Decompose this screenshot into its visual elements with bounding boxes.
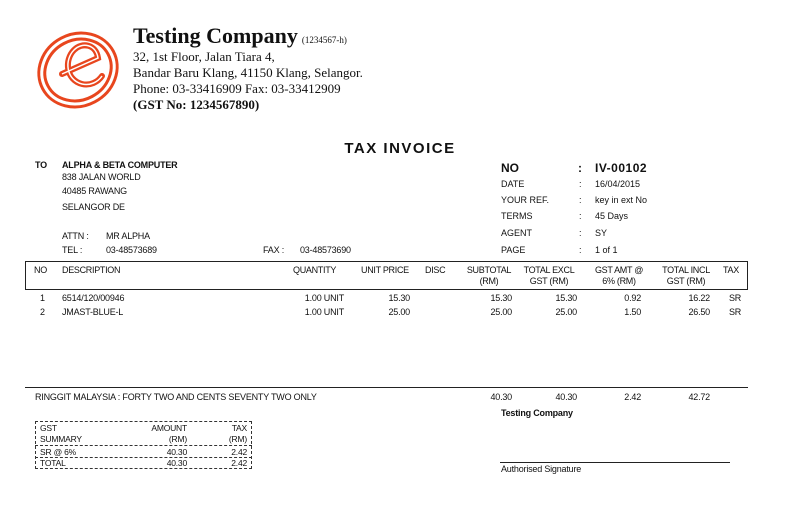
gst-summary-row-2-label: TOTAL xyxy=(40,458,66,468)
tel-label: TEL : xyxy=(62,245,83,255)
totals-divider xyxy=(25,387,748,388)
col-header-unit-price: UNIT PRICE xyxy=(361,265,409,275)
to-label: TO xyxy=(35,160,47,170)
tel-value: 03-48573689 xyxy=(106,245,157,255)
customer-address-3: SELANGOR DE xyxy=(62,202,125,212)
col-header-subtotal-l2: (RM) xyxy=(479,276,499,286)
col-header-no: NO xyxy=(34,265,47,275)
meta-terms-value: 45 Days xyxy=(595,211,629,221)
total-subtotal: 40.30 xyxy=(490,392,512,402)
company-address-line-1: 32, 1st Floor, Jalan Tiara 4, xyxy=(133,49,275,64)
gst-summary-h1-3: TAX xyxy=(231,423,247,433)
col-header-gst-amt-l2: 6% (RM) xyxy=(602,276,636,286)
gst-summary-row-1-tax: 2.42 xyxy=(231,447,247,457)
row-2-unit-price: 25.00 xyxy=(388,307,410,317)
gst-summary-h2-3: (RM) xyxy=(228,434,247,444)
meta-date-value: 16/04/2015 xyxy=(595,179,641,189)
attn-label: ATTN : xyxy=(62,231,89,241)
company-phone-fax: Phone: 03-33416909 Fax: 03-33412909 xyxy=(133,81,341,96)
company-logo xyxy=(30,14,130,114)
col-header-tax: TAX xyxy=(723,265,739,275)
meta-colon: : xyxy=(579,211,582,221)
signature-company: Testing Company xyxy=(501,408,573,418)
customer-address-1: 838 JALAN WORLD xyxy=(62,172,141,182)
col-header-total-incl-l1: TOTAL INCL xyxy=(662,265,710,275)
col-header-description: DESCRIPTION xyxy=(62,265,121,275)
meta-colon: : xyxy=(579,228,582,238)
company-reg-no: (1234567-h) xyxy=(301,35,347,45)
meta-ref-label: YOUR REF. xyxy=(501,195,550,205)
meta-agent-value: SY xyxy=(595,228,608,238)
row-1-gst-amt: 0.92 xyxy=(624,293,641,303)
row-2-total-incl: 26.50 xyxy=(688,307,710,317)
gst-summary-row-1-amount: 40.30 xyxy=(166,447,187,457)
gst-summary-h2-1: SUMMARY xyxy=(40,434,82,444)
total-incl-gst: 42.72 xyxy=(688,392,710,402)
fax-label: FAX : xyxy=(263,245,285,255)
meta-colon: : xyxy=(579,245,582,255)
col-header-disc: DISC xyxy=(425,265,446,275)
meta-date-label: DATE xyxy=(501,179,525,189)
col-header-total-incl-l2: GST (RM) xyxy=(666,276,706,286)
col-header-total-excl xyxy=(519,265,579,287)
row-2-subtotal: 25.00 xyxy=(490,307,512,317)
row-1-quantity: 1.00 UNIT xyxy=(304,293,344,303)
gst-summary-row-2-tax: 2.42 xyxy=(231,458,247,468)
row-1-total-excl: 15.30 xyxy=(555,293,577,303)
row-2-description: JMAST-BLUE-L xyxy=(62,307,124,317)
meta-agent-label: AGENT xyxy=(501,228,533,238)
company-gst-no: (GST No: 1234567890) xyxy=(133,97,260,112)
meta-colon: : xyxy=(579,179,582,189)
amount-in-words: RINGGIT MALAYSIA : FORTY TWO AND CENTS SEVENTY TWO ONLY xyxy=(35,392,317,402)
col-header-subtotal-l1: SUBTOTAL xyxy=(466,265,512,275)
row-1-unit-price: 15.30 xyxy=(388,293,410,303)
gst-summary-h1-1: GST xyxy=(40,423,57,433)
row-2-quantity: 1.00 UNIT xyxy=(304,307,344,317)
gst-summary-h2-2: (RM) xyxy=(168,434,187,444)
total-gst-amt: 2.42 xyxy=(624,392,641,402)
col-header-subtotal xyxy=(462,265,516,287)
company-address-line-2: Bandar Baru Klang, 41150 Klang, Selangor. xyxy=(133,65,363,80)
col-header-total-excl-l2: GST (RM) xyxy=(529,276,569,286)
gst-summary-h1-2: AMOUNT xyxy=(151,423,187,433)
col-header-total-excl-l1: TOTAL EXCL xyxy=(523,265,575,275)
row-1-tax: SR xyxy=(729,293,742,303)
meta-page-label: PAGE xyxy=(501,245,526,255)
company-name: Testing Company (1234567-h) xyxy=(133,23,347,48)
row-2-no: 2 xyxy=(40,307,45,317)
col-header-gst-amt xyxy=(587,265,651,287)
row-2-gst-amt: 1.50 xyxy=(624,307,641,317)
gst-summary-divider xyxy=(35,445,252,446)
meta-colon: : xyxy=(578,161,582,175)
attn-value: MR ALPHA xyxy=(106,231,150,241)
col-header-quantity: QUANTITY xyxy=(293,265,337,275)
meta-colon: : xyxy=(579,195,582,205)
meta-no-label: NO xyxy=(501,161,519,175)
row-2-total-excl: 25.00 xyxy=(555,307,577,317)
gst-summary-row-2-amount: 40.30 xyxy=(166,458,187,468)
meta-ref-value: key in ext No xyxy=(595,195,648,205)
meta-terms-label: TERMS xyxy=(501,211,533,221)
signature-line xyxy=(500,462,730,463)
row-1-no: 1 xyxy=(40,293,45,303)
document-title: TAX INVOICE xyxy=(344,140,456,157)
gst-summary-row-1-label: SR @ 6% xyxy=(40,447,77,457)
row-2-tax: SR xyxy=(729,307,742,317)
signature-label: Authorised Signature xyxy=(501,464,582,474)
total-excl-gst: 40.30 xyxy=(555,392,577,402)
row-1-description: 6514/120/00946 xyxy=(62,293,125,303)
row-1-subtotal: 15.30 xyxy=(490,293,512,303)
col-header-total-incl xyxy=(655,265,717,287)
meta-no-value: IV-00102 xyxy=(595,161,648,175)
meta-page-value: 1 of 1 xyxy=(595,245,618,255)
customer-address-2: 40485 RAWANG xyxy=(62,186,127,196)
col-header-gst-amt-l1: GST AMT @ xyxy=(594,265,644,275)
customer-name: ALPHA & BETA COMPUTER xyxy=(62,160,178,170)
row-1-total-incl: 16.22 xyxy=(688,293,710,303)
fax-value: 03-48573690 xyxy=(300,245,351,255)
